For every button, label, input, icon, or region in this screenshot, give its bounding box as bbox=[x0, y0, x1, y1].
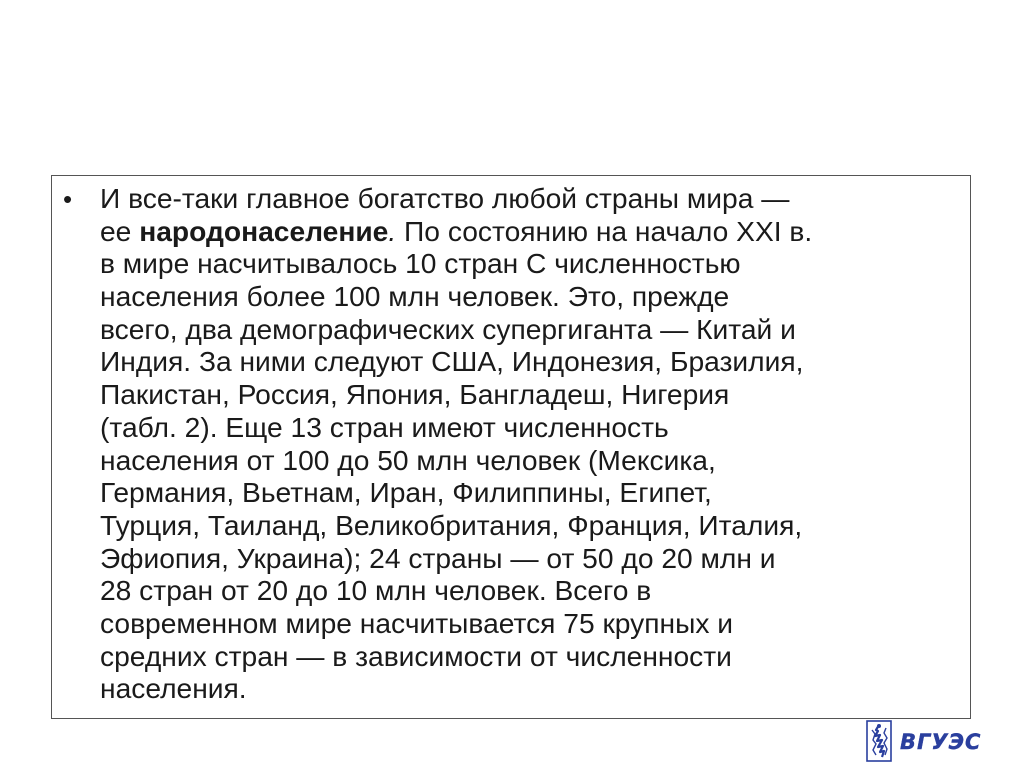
text-line: населения более 100 млн человек. Это, прежде bbox=[100, 280, 730, 313]
text-line: всего, два демографических супергиганта — Китай и bbox=[100, 312, 796, 345]
bold-term: народонаселение bbox=[139, 214, 389, 247]
text-line bbox=[100, 215, 968, 248]
emblem-icon bbox=[867, 721, 891, 761]
logo-wordmark: ВГУЭС bbox=[900, 730, 982, 754]
text-line: населения. bbox=[100, 672, 247, 705]
bullet-marker: • bbox=[63, 184, 73, 214]
text-line: Турция, Таиланд, Великобритания, Франция, Италия, bbox=[100, 508, 803, 541]
text-line: Германия, Вьетнам, Иран, Филиппины, Египет, bbox=[100, 476, 712, 509]
text-line: (табл. 2). Еще 13 стран имеют численность bbox=[100, 410, 669, 443]
text-line: населения от 100 до 50 млн человек (Мексика, bbox=[100, 443, 716, 476]
content-box bbox=[51, 175, 971, 719]
text-line: Эфиопия, Украина); 24 страны — от 50 до 20 млн и bbox=[100, 541, 776, 574]
text-line: в мире насчитывалось 10 стран С численностью bbox=[100, 247, 741, 280]
text-line: Индия. За ними следуют США, Индонезия, Бразилия, bbox=[100, 345, 804, 378]
text-line: современном мире насчитывается 75 крупных и bbox=[100, 606, 734, 639]
text-line: средних стран — в зависимости от численности bbox=[100, 639, 732, 672]
text-line: Пакистан, Россия, Япония, Бангладеш, Нигерия bbox=[100, 378, 730, 411]
italic-period: . bbox=[388, 214, 397, 247]
text-line: 28 стран от 20 до 10 млн человек. Всего в bbox=[100, 574, 652, 607]
text-fragment: По состоянию на начало XXI в. bbox=[396, 214, 813, 247]
text-line: И все-таки главное богатство любой страны мира — bbox=[100, 182, 790, 214]
vgues-logo bbox=[866, 718, 988, 764]
text-fragment: ее bbox=[100, 214, 140, 247]
body-paragraph bbox=[100, 182, 968, 705]
